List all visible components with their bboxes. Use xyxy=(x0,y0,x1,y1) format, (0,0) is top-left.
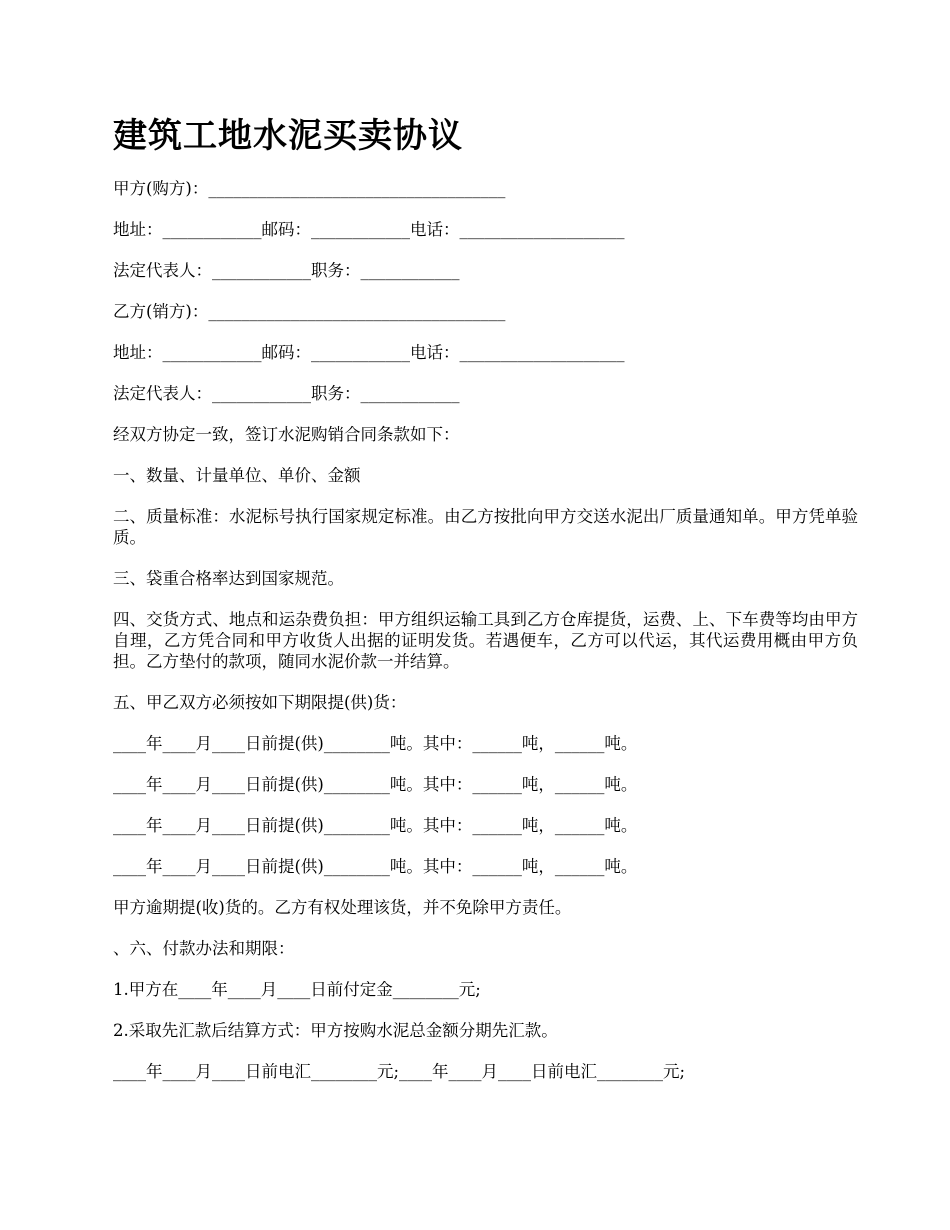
clause-6-heading: 、六、付款办法和期限： xyxy=(113,939,295,958)
delivery-schedule-line: ____年____月____日前提(供)________吨。其中：______吨，______吨。 xyxy=(113,775,638,794)
delivery-schedule-line: ____年____月____日前提(供)________吨。其中：______吨，______吨。 xyxy=(113,816,638,835)
clause-4: 四、交货方式、地点和运杂费负担：甲方组织运输工具到乙方仓库提货，运费、上、下车费等均由甲方自理，乙方凭合同和甲方收货人出据的证明发货。若遇便车，乙方可以代运，其代运费用概由甲方负担。乙方垫付的款项，随同水泥价款一并结算。 xyxy=(113,610,858,671)
party-b-representative-line: 法定代表人：____________职务：____________ xyxy=(113,384,460,403)
document-title: 建筑工地水泥买卖协议 xyxy=(113,116,463,156)
payment-item-2: 2.采取先汇款后结算方式：甲方按购水泥总金额分期先汇款。 xyxy=(113,1021,558,1040)
delivery-schedule-line: ____年____月____日前提(供)________吨。其中：______吨，______吨。 xyxy=(113,734,638,753)
party-a-address-line: 地址：____________邮码：____________电话：____________________ xyxy=(113,220,625,239)
party-a-representative-line: 法定代表人：____________职务：____________ xyxy=(113,261,460,280)
clause-2: 二、质量标准：水泥标号执行国家规定标准。由乙方按批向甲方交送水泥出厂质量通知单。甲方凭单验质。 xyxy=(113,507,858,547)
party-b-address-line: 地址：____________邮码：____________电话：____________________ xyxy=(113,343,625,362)
party-a-name-line: 甲方(购方)：____________________________________ xyxy=(113,179,506,198)
late-pickup-clause: 甲方逾期提(收)货的。乙方有权处理该货，并不免除甲方责任。 xyxy=(113,898,572,917)
clause-3: 三、袋重合格率达到国家规范。 xyxy=(113,569,344,588)
agreement-intro: 经双方协定一致，签订水泥购销合同条款如下： xyxy=(113,425,460,444)
delivery-schedule-line: ____年____月____日前提(供)________吨。其中：______吨，______吨。 xyxy=(113,857,638,876)
party-b-name-line: 乙方(销方)：____________________________________ xyxy=(113,302,506,321)
wire-transfer-schedule-line: ____年____月____日前电汇________元;____年____月____日前电汇________元; xyxy=(113,1062,686,1081)
payment-item-1: 1.甲方在____年____月____日前付定金________元; xyxy=(113,980,481,999)
document-page xyxy=(113,112,858,1102)
clause-1: 一、数量、计量单位、单价、金额 xyxy=(113,466,361,485)
clause-5: 五、甲乙双方必须按如下期限提(供)货： xyxy=(113,693,407,712)
